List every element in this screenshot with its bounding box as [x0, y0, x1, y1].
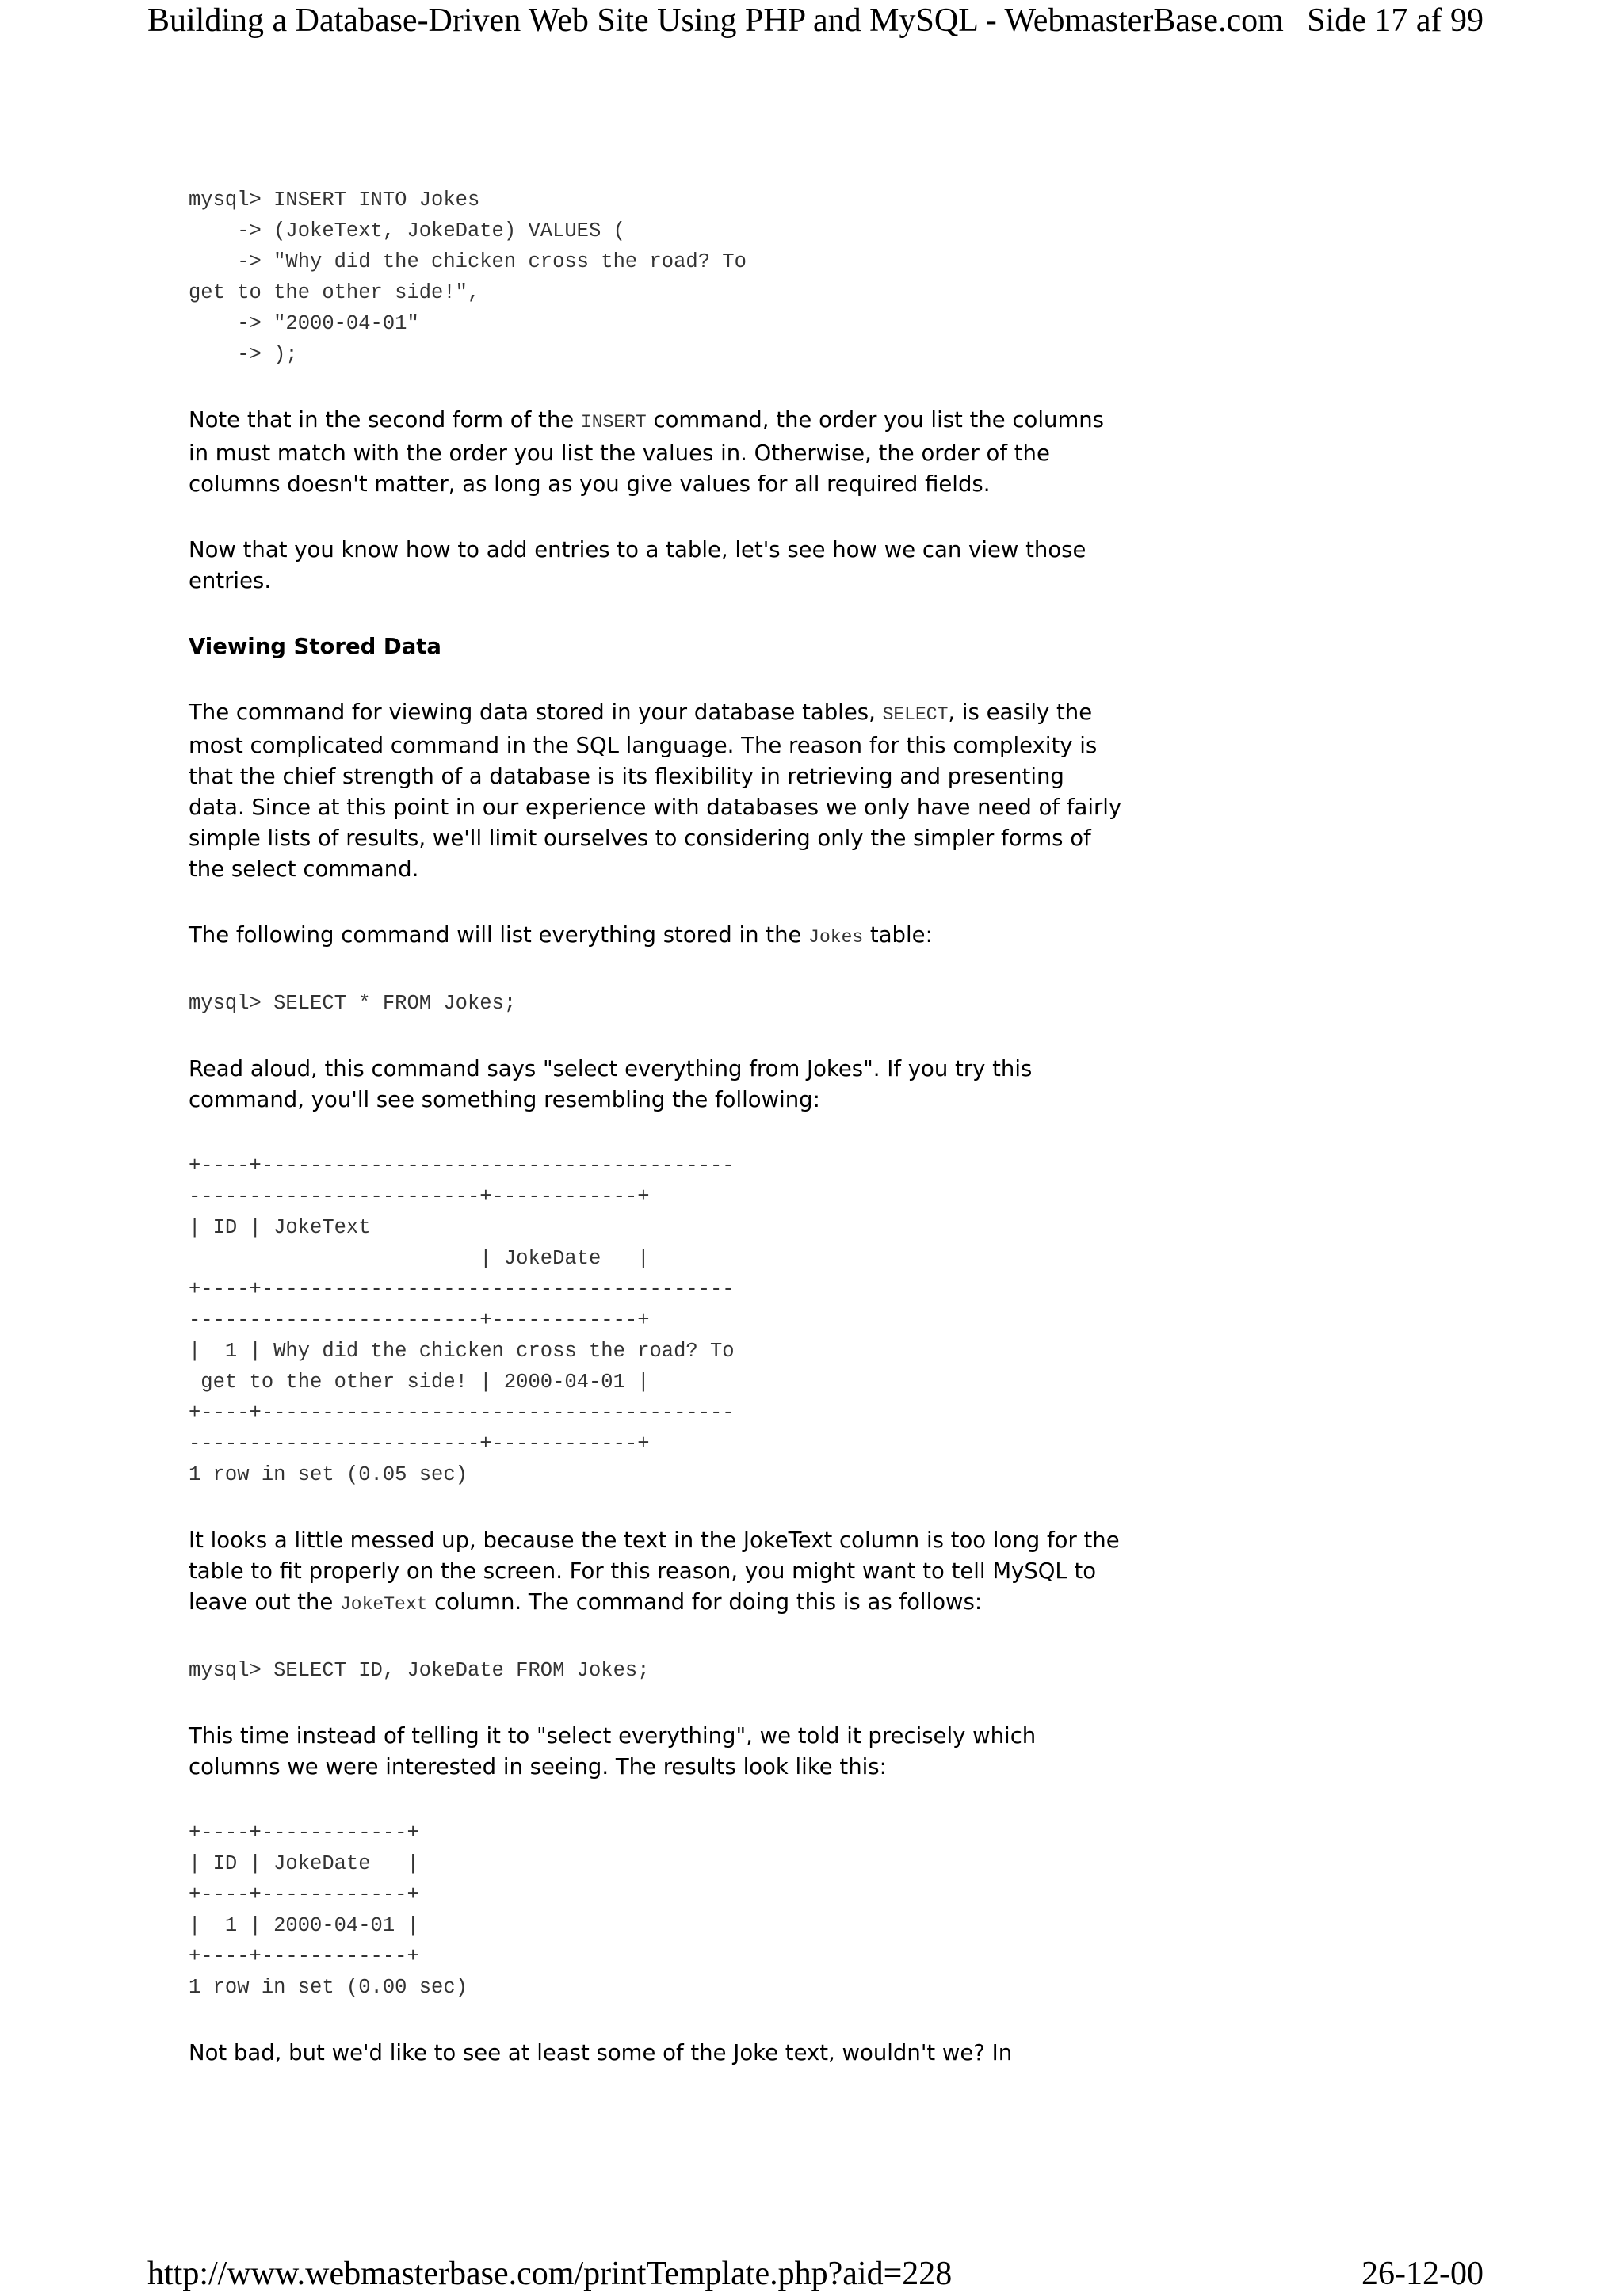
paragraph-insert-order: [189, 405, 1124, 500]
header-title: Building a Database-Driven Web Site Using PHP and MySQL - WebmasterBase.com: [147, 2, 1284, 39]
inline-code-select: SELECT: [882, 704, 949, 725]
paragraph-read-aloud: Read aloud, this command says "select everything from Jokes". If you try this command, you'll see something resembling the following:: [189, 1056, 1033, 1112]
page-number: Side 17 af 99: [1307, 2, 1484, 39]
paragraph-this-time: This time instead of telling it to "select everything", we told it precisely which columns we were interested in seeing. The results look like this:: [189, 1723, 1037, 1779]
text-segment: command, the order you list the columns in must match with the order you list the values in. Otherwise, the order of the columns doesn't matter, as long as you give values for all required fields.: [189, 407, 1104, 497]
paragraph-list-everything: [189, 920, 1124, 953]
code-insert-statement: mysql> INSERT INTO Jokes -> (JokeText, JokeDate) VALUES ( -> "Why did the chicken cross the road? To get to the other side!", -> "2000-04-01" -> );: [189, 189, 747, 366]
inline-code-insert: INSERT: [580, 412, 647, 433]
text-segment: The following command will list everything stored in the: [189, 922, 809, 948]
footer-url: http://www.webmasterbase.com/printTemplate.php?aid=228: [147, 2256, 953, 2292]
inline-code-jokes: Jokes: [808, 927, 864, 948]
text-segment: table:: [863, 922, 933, 948]
text-segment: It looks a little messed up, because the text in the JokeText column is too long for the table to fit properly on the screen. For this reason, you might want to tell MySQL to leave out the: [189, 1527, 1120, 1615]
code-result-short-table: +----+------------+ | ID | JokeDate | +----+------------+ | 1 | 2000-04-01 | +----+------------+ 1 row in set (0.00 sec): [189, 1821, 468, 1999]
code-result-full-table: +----+--------------------------------------- ------------------------+------------+ | ID | JokeText | JokeDate | +----+--------------------------------------- ------------------------+------------+ | 1 | Why did the chicken cross the road? To get to the other side! | 2000-04-01 | +----+--------------------------------------- ------------------------+------------+ 1 row in set (0.05 sec): [189, 1154, 735, 1486]
text-segment: Note that in the second form of the: [189, 407, 581, 433]
article-content: [189, 185, 1124, 2069]
paragraph-messed-up: [189, 1525, 1124, 1620]
text-segment: column. The command for doing this is as follows:: [427, 1589, 983, 1615]
code-select-columns: mysql> SELECT ID, JokeDate FROM Jokes;: [189, 1659, 650, 1682]
paragraph-not-bad: Not bad, but we'd like to see at least some of the Joke text, wouldn't we? In: [189, 2040, 1013, 2065]
footer-date: 26-12-00: [1361, 2256, 1484, 2292]
text-segment: , is easily the most complicated command in the SQL language. The reason for this complexity is that the chief strength of a database is its flexibility in retrieving and presenting data. Since at this point in our experience with databases we only have need of fairly simple lists of results, we'll limit ourselves to considering only the simpler forms of the select command.: [189, 700, 1122, 882]
section-heading: Viewing Stored Data: [189, 634, 441, 659]
code-select-all: mysql> SELECT * FROM Jokes;: [189, 992, 517, 1015]
paragraph-select-intro: [189, 697, 1124, 885]
inline-code-joketext: JokeText: [340, 1594, 428, 1615]
text-segment: The command for viewing data stored in your database tables,: [189, 700, 883, 725]
paragraph-view-entries: Now that you know how to add entries to a table, let's see how we can view those entries.: [189, 537, 1086, 593]
